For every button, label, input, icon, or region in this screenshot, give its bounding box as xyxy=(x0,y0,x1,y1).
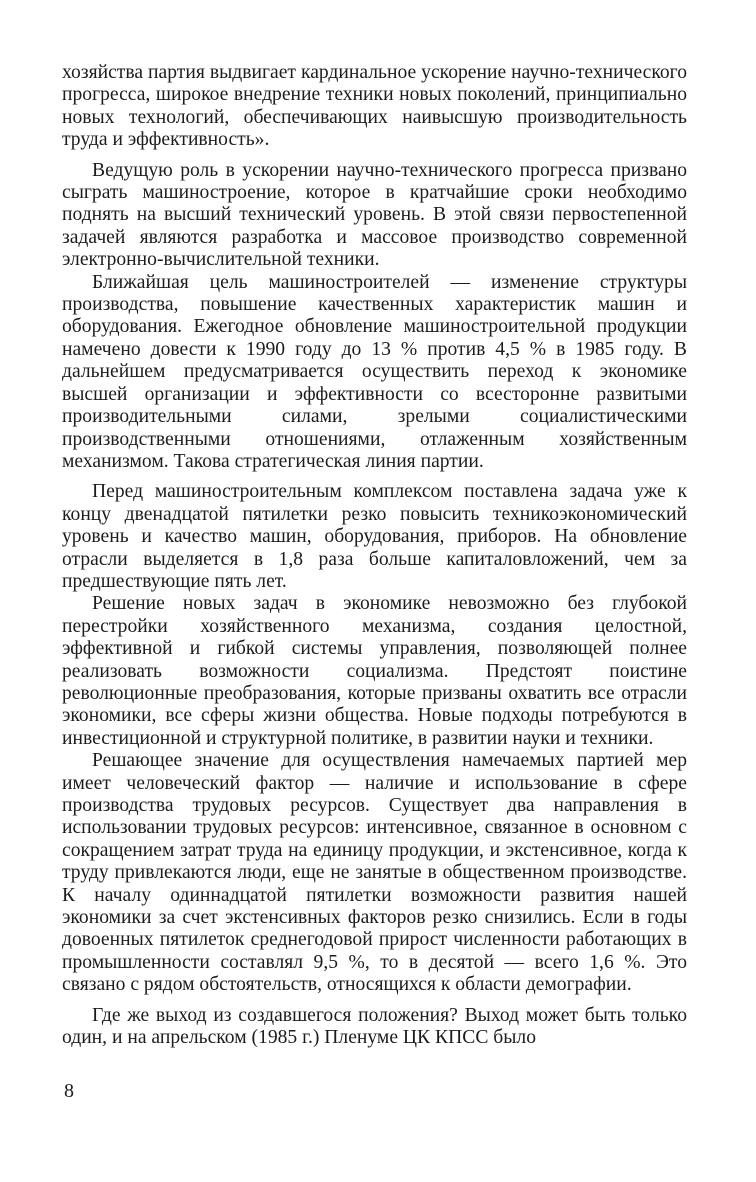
paragraph-4: Перед машиностроительным комплексом поставлена задача уже к концу двенадцатой пятилетки резко повысить техникоэкономический уровень и качество машин, оборудования, приборов. На обновление отрасли выделяется в 1,8 раза больше капиталовложений, чем за предшествующие пять лет. xyxy=(62,481,687,592)
paragraph-7: Где же выход из создавшегося положения? Выход может быть только один, и на апрельском (1985 г.) Пленуме ЦК КПСС было xyxy=(62,1004,687,1049)
paragraph-5: Решение новых задач в экономике невозможно без глубокой перестройки хозяйственного механизма, создания целостной, эффективной и гибкой системы управления, позволяющей полнее реализовать возможности социализма. Предстоят поистине революционные преобразования, которые призваны охватить все отрасли экономики, все сферы жизни общества. Новые подходы потребуются в инвестиционной и структурной политике, в развитии науки и техники. xyxy=(62,593,687,749)
paragraph-2: Ведущую роль в ускорении научно-технического прогресса призвано сыграть машиностроение, которое в кратчайшие сроки необходимо поднять на высший технический уровень. В этой связи первостепенной задачей являются разработка и массовое производство современной электронно-вычислительной техники. xyxy=(62,159,687,271)
paragraph-6: Решающее значение для осуществления намечаемых партией мер имеет человеческий фактор — наличие и использование в сфере производства трудовых ресурсов. Существует два направления в использовании трудовых ресурсов: интенсивное, связанное в основном с сокращением затрат труда на единицу продукции, и экстенсивное, когда к труду привлекаются люди, еще не занятые в общественном производстве. К началу одиннадцатой пятилетки возможности развития нашей экономики за счет экстенсивных факторов резко снизились. Если в годы довоенных пятилеток среднегодовой прирост численности работающих в промышленности составлял 9,5 %, то в десятой — всего 1,6 %. Это связано с рядом обстоятельств, относящихся к области демографии. xyxy=(62,750,687,996)
page-body xyxy=(62,62,687,1049)
page-number: 8 xyxy=(64,1080,74,1102)
paragraph-1: хозяйства партия выдвигает кардинальное ускорение научно-технического прогресса, широкое внедрение техники новых поколений, принципиально новых технологий, обеспечивающих наивысшую производительность труда и эффективность». xyxy=(62,62,687,151)
paragraph-3: Ближайшая цель машиностроителей — изменение структуры производства, повышение качественных характеристик машин и оборудования. Ежегодное обновление машиностроительной продукции намечено довести к 1990 году до 13 % против 4,5 % в 1985 году. В дальнейшем предусматривается осуществить переход к экономике высшей организации и эффективности со всесторонне развитыми производительными силами, зрелыми социалистическими производственными отношениями, отлаженным хозяйственным механизмом. Такова стратегическая линия партии. xyxy=(62,271,687,472)
